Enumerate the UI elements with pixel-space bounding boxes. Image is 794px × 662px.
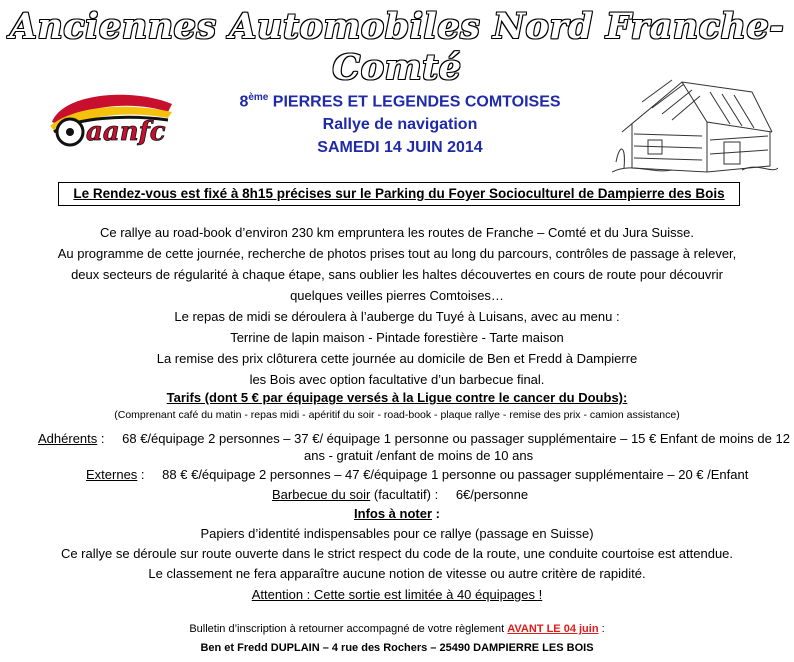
event-subtitle: Rallye de navigation [322,116,478,134]
bulletin-address: Ben et Fredd DUPLAIN – 4 rue des Rochers – 25490 DAMPIERRE LES BOIS [200,642,594,654]
paragraph-line: deux secteurs de régularité à chaque étape, sans oublier les haltes découvertes en cours de route pour découvrir [71,267,723,282]
rendezvous-box [58,182,740,206]
infos-line: Papiers d’identité indispensables pour ce rallye (passage en Suisse) [200,526,594,541]
adherents-label: Adhérents [38,431,98,446]
infos-heading-sep: : [432,506,440,521]
tarifs-heading: Tarifs (dont 5 € par équipage versés à la Ligue contre le cancer du Doubs): [166,390,628,405]
barbecue-mid: (facultatif) : [370,487,439,502]
event-date: SAMEDI 14 JUIN 2014 [317,139,483,157]
event-heading [190,86,610,159]
adherents-sep: : [97,431,105,446]
association-title: Anciennes Automobiles Nord Franche- Comté [9,6,785,88]
bulletin-line [0,623,794,635]
paragraph-line: quelques veilles pierres Comtoises… [290,288,504,303]
paragraph-line: Le repas de midi se déroulera à l’auberge du Tuyé à Luisans, avec au menu : [174,309,620,324]
bulletin-after: : [598,623,605,635]
paragraph-line: Ce rallye au road-book d’environ 230 km empruntera les routes de Franche – Comté et du Jura Suisse. [100,225,694,240]
infos-heading-text: Infos à noter [354,506,433,521]
externes-row [86,467,748,482]
infos-heading [0,506,794,521]
infos-line: Ce rallye se déroule sur route ouverte dans le strict respect du code de la route, une conduite courtoise est attendue. [60,546,734,561]
tarifs-includes: (Comprenant café du matin - repas midi - apéritif du soir - road-book - plaque rallye - remise des prix - camion assistance) [114,409,680,421]
infos-line: Le classement ne fera apparaître aucune notion de vitesse ou autre critère de rapidité. [148,566,646,581]
externes-prices: 88 € €/équipage 2 personnes – 47 €/équipage 1 personne ou passager supplémentaire – 20 € /Enfant [162,467,749,482]
rendezvous-text: Le Rendez-vous est fixé à 8h15 précises sur le Parking du Foyer Socioculturel de Dampierre des Bois [73,186,725,201]
attention-line: Attention : Cette sortie est limitée à 40 équipages ! [251,587,543,602]
adherents-prices: 68 €/équipage 2 personnes – 37 €/ équipage 1 personne ou passager supplémentaire – 15 € Enfant de moins de 12 [122,431,790,446]
edition-number: 8 [239,93,249,111]
bulletin-deadline: AVANT LE 04 juin [507,623,599,635]
paragraph-line: La remise des prix clôturera cette journée au domicile de Ben et Fredd à Dampierre [156,351,638,366]
adherents-row [38,431,790,446]
paragraph-line: les Bois avec option facultative d’un barbecue final. [249,372,545,387]
stone-house-sketch-icon [612,62,778,178]
barbecue-label: Barbecue du soir [272,487,371,502]
bulletin-text: Bulletin d’inscription à retourner accompagné de votre règlement [189,623,508,635]
menu-line: Terrine de lapin maison - Pintade forestière - Tarte maison [230,330,564,345]
event-name: PIERRES ET LEGENDES COMTOISES [268,93,561,111]
adherents-prices-cont: ans - gratuit /enfant de moins de 10 ans [304,448,534,463]
svg-text:aanfc: aanfc [86,117,166,147]
edition-suffix: ème [248,92,269,103]
externes-sep: : [137,467,145,482]
externes-label: Externes [86,467,138,482]
event-name-line [190,86,610,113]
paragraph-line: Au programme de cette journée, recherche de photos prises tout au long du parcours, contrôles de passage à relever, [57,246,737,261]
barbecue-row [272,487,528,502]
barbecue-price: 6€/personne [455,487,529,502]
aanfc-car-logo-icon [44,82,180,154]
